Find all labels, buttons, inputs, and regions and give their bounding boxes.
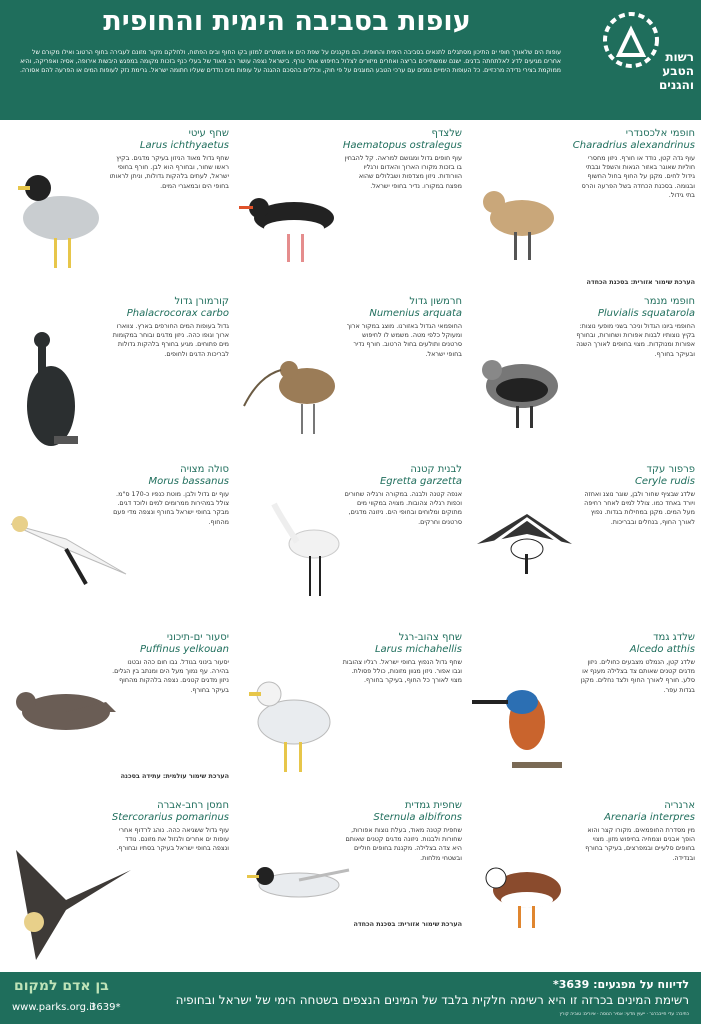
gannet-illustration bbox=[6, 494, 136, 604]
bird-name-la: Arenaria interpres bbox=[604, 812, 695, 823]
bird-desc: עוף ים גדול ולבן. מוטת כנפיו כ-170 ס"מ. צולל במהירות ממרומים למים ולוכד דגים. מבקר בחופי ישראל בחורף ונצפה מדי פעם מהחוף. bbox=[113, 490, 229, 526]
bird-name-he: שלצדף bbox=[431, 128, 462, 139]
hotline-label: לדיווח על מפגעים: 3639* bbox=[552, 978, 689, 991]
npa-logo bbox=[561, 0, 701, 112]
skua-illustration bbox=[6, 830, 136, 970]
plover-grey-illustration bbox=[472, 326, 572, 436]
egret-illustration bbox=[239, 494, 349, 634]
bird-name-la: Larus ichthyaetus bbox=[139, 140, 229, 151]
logo-line3: והגנים bbox=[658, 78, 694, 92]
bird-name-he: חופמי מנמר bbox=[644, 296, 695, 307]
bird-name-la: Haematopus ostralegus bbox=[342, 140, 462, 151]
bird-name-he: חרמשון גדול bbox=[409, 296, 462, 307]
bird-desc: מין מסדרת החופמאים. מקורו קצר והוא הופך אבנים וצמחיה בחיפוש מזון. מצוי בחופים סלעיים ובמפרצים, בעיקר בחורף ובנדידה. bbox=[585, 826, 695, 862]
bird-desc: שלדג שבציף שחור ולבן, שוגר נוצנ ואחזה ויורד באחד כמו. צולל למים לאחר רחיפה מעל המים. מקנן במחילות בגדות. נפוץ לאורך החוף, בנחלים ובבריכות. bbox=[584, 490, 695, 526]
bird-desc: החופמי ביונו הגדול וניכר בשני מופעי נוצות: בקיץ נוצותיו לבנות אפורות ושחורות, ובחורף אפורות ומנוקדות. מצוי בחופים לאורך השנה ובעיקר בחורף. bbox=[576, 322, 695, 358]
bird-name-he: פרפור עקד bbox=[646, 464, 695, 475]
yellow-legged-gull-illustration bbox=[239, 662, 349, 802]
kingfisher-common-illustration bbox=[472, 662, 572, 792]
poster-footer bbox=[0, 972, 701, 1024]
bird-desc: עוף חופים גדול ומגושם למראה. קל להבחין בו בזכות מקורו הארוך והאדום ורגליו הוורודות. ניזון מצדפות ושבלולים שהוא מפצח במקורו. נדיר בחופי ישראל. bbox=[344, 154, 462, 190]
bird-card bbox=[2, 632, 235, 800]
bird-name-he: שחף עיטי bbox=[188, 128, 229, 139]
conservation-status: הערכת שימור עולמית: עתידה בסכנה bbox=[120, 772, 229, 780]
gull-illustration bbox=[6, 158, 116, 288]
bird-desc: יסעור בינוני בגודל. גבו חום כהה ובטנו בהירה. עף נמוך מעל הים ומנתב בין הגלים. ניזון מדגים קטנים. נצפה בלהקות מהחוף בעיקר בחורף. bbox=[112, 658, 229, 694]
footer-note: רשימת המינים בכרזה זו היא רשימה חלקית בלבד של המינים הנצפים בשטחה הימי של ישראל ובחופיה bbox=[175, 993, 689, 1007]
bird-desc: שחף גדול מאוד הניזון בעיקר מדגים. בקיץ ראשו שחור, ובחורף הוא לבן. חורף בחופי ישראל, לעתים בלהקות גדולות, וניתן לראותו בחופי הים ובמאגרי המים. bbox=[109, 154, 229, 190]
conservation-status: הערכת שימור אזורית: בסכנת הכחדה bbox=[353, 920, 462, 928]
bird-card bbox=[468, 296, 701, 464]
poster-title: עופות בסביבה הימית והחופית bbox=[103, 6, 471, 37]
bird-name-he: שחף צהוב-רגל bbox=[398, 632, 462, 643]
slogan: בן אדם למקום bbox=[14, 978, 109, 994]
bird-card bbox=[468, 464, 701, 632]
bird-card bbox=[468, 128, 701, 296]
bird-desc: שחפית קטנה מאוד, בעלת נוצות אפורות, שחורות ולבנות. ניזונה מדגים קטנים שאותם היא צדה בצלילה. מקננת בחופים חוליים ובשטחי מלחות. bbox=[345, 826, 462, 862]
bird-name-he: שחפית גמדית bbox=[404, 800, 462, 811]
hotline-number: 3639* bbox=[90, 1002, 121, 1013]
bird-desc: החופמאי הגדול באזורנו. מוצג במקור ארוך ומעוקל כלפי מטה. משמש לו לחיפוש סרטנים ותולעים בחול הרטוב. חורף נדיר בחופי ישראל. bbox=[346, 322, 462, 358]
logo-line2: הטבע bbox=[662, 64, 694, 78]
poster-header bbox=[0, 0, 701, 112]
bird-name-la: Egretta garzetta bbox=[379, 476, 462, 487]
bird-name-la: Larus michahellis bbox=[374, 644, 462, 655]
oystercatcher-illustration bbox=[239, 158, 349, 268]
bird-desc: שחף גדול הנפוץ בחופי ישראל. רגליו צהובות וגבו אפור. ניזון מגוון מזונות, כולל פסולת. מצוי לאורך כל החוף, בעיקר בחורף. bbox=[342, 658, 462, 685]
bird-name-la: Morus bassanus bbox=[148, 476, 229, 487]
bird-name-he: קורמורן גדול bbox=[174, 296, 229, 307]
bird-desc: אנפה קטנה ולבנה. במקורה ורגליה שחורים וכפות רגליה צהובות. מצויה במקווי מים מתוקים ומלוחים ובחופי הים. ניזונה מדגים, סרטנים וחרקים. bbox=[344, 490, 462, 526]
bird-card bbox=[235, 128, 468, 296]
bird-name-he: חופמי אלכסנדרי bbox=[625, 128, 695, 139]
cormorant-illustration bbox=[6, 326, 116, 476]
conservation-status: הערכת שימור אזורית: בסכנת הכחדה bbox=[586, 278, 695, 286]
bird-name-la: Alcedo atthis bbox=[629, 644, 695, 655]
credits: כתיבה: עדי חייבברגר · ייעוץ מדעי: אמיר הנוסה · איורים: טוביה קורץ bbox=[559, 1012, 689, 1017]
bird-name-la: Stercorarius pomarinus bbox=[111, 812, 229, 823]
bird-name-la: Numenius arquata bbox=[369, 308, 462, 319]
header-band bbox=[0, 112, 701, 120]
plover-illustration bbox=[472, 158, 572, 268]
bird-name-he: לבנית קטנה bbox=[410, 464, 462, 475]
bird-desc: עוף גדה קטן, נודד או חורף. ניזון מחסרי חוליות שאוגר באזור הגאות והשפל ובבתי גידול לחים. מקנן על החוף בחול החשוף ובגומה. בסכנת הכחדה בשל הפרעה והרס בתי גידול. bbox=[581, 154, 695, 199]
bird-name-la: Charadrius alexandrinus bbox=[572, 140, 695, 151]
bird-name-la: Puffinus yelkouan bbox=[140, 644, 229, 655]
little-tern-illustration bbox=[239, 830, 359, 930]
bird-name-la: Sternula albifrons bbox=[373, 812, 462, 823]
intro-text: עופות הים שלאורך חופי ים התיכון מסתגלים לתנאים בסביבה הימית והחופית. הם מקננים על שפת הים או משתרים למזון בקו החוף ובים הפתוח, ולחלקם מקור מזונם לעבירה בחוף הרטוב ואילו מקורם של אחרים מגיעים לדיג לאלתחתה בדגים. ישנם שמשתייכים בריצה ואחרים מיזורים לצלול בחיפוש אחר טרף. בישראל נצפה עושר רב מאוד של בעלי כנף בזכות מקומה במפגש היבשות אירופה, אסיה ואפריקה, והיא ממוקמת בצירי נדידה מרכזיים. כל העופות הימיים נמנים עם ערכי הטבע המוגנים על פי חוק, וכללים בהסכם ההגנה על עופות מים נודדים שעליו חתומה ישראל. גרימת נזק לעופות המים או הפרעה להם אסורה. bbox=[20, 49, 561, 75]
turnstone-illustration bbox=[472, 830, 582, 950]
bird-name-la: Pluvialis squatarola bbox=[597, 308, 695, 319]
bird-card bbox=[468, 632, 701, 800]
bird-name-he: ארנריה bbox=[664, 800, 695, 811]
website-link[interactable]: www.parks.org.il bbox=[12, 1002, 95, 1013]
bird-name-la: Phalacrocorax carbo bbox=[126, 308, 229, 319]
curlew-illustration bbox=[239, 326, 349, 456]
bird-name-he: יסעור ים-תיכוני bbox=[166, 632, 229, 643]
bird-card bbox=[468, 800, 701, 968]
bird-name-he: שלדג גמד bbox=[653, 632, 695, 643]
bird-card bbox=[235, 800, 468, 968]
bird-card bbox=[2, 128, 235, 296]
bird-card bbox=[235, 464, 468, 632]
bird-desc: עוף גדול ששגיאה כהה. נוהג לרדוף אחרי עופות ים אחרים ולגזול את מזונם. נודד ונצפה בחופי ישראל בעיקר בסתיו ובחורף. bbox=[116, 826, 229, 853]
bird-card bbox=[235, 296, 468, 464]
bird-card bbox=[2, 296, 235, 464]
bird-card bbox=[2, 464, 235, 632]
bird-card bbox=[2, 800, 235, 968]
shearwater-illustration bbox=[6, 662, 136, 762]
bird-name-he: חמסן רחב-אברה bbox=[157, 800, 229, 811]
logo-line1: רשות bbox=[665, 50, 694, 64]
bird-desc: גדול בעופות המים החורפים בארץ. צווארו ארוך וגופו כהה. ניזון מדגים ובוחר במקומות מים פתוחים. מגיע בחורף בלהקות גדולות לבריכות הדגים ולחופים. bbox=[112, 322, 229, 358]
kingfisher-pied-illustration bbox=[472, 494, 582, 604]
bird-card bbox=[235, 632, 468, 800]
bird-name-he: סולה מצויה bbox=[180, 464, 229, 475]
bird-name-la: Ceryle rudis bbox=[634, 476, 695, 487]
bird-desc: שלדג קטן, הנמלט מצבעים כחולים. ניזון מדגים קטנים שאותם צד בצלילה מענף או סלע. חורף לאורך החוף ולצד נחלים. מקנן בגדות עפר. bbox=[580, 658, 695, 694]
